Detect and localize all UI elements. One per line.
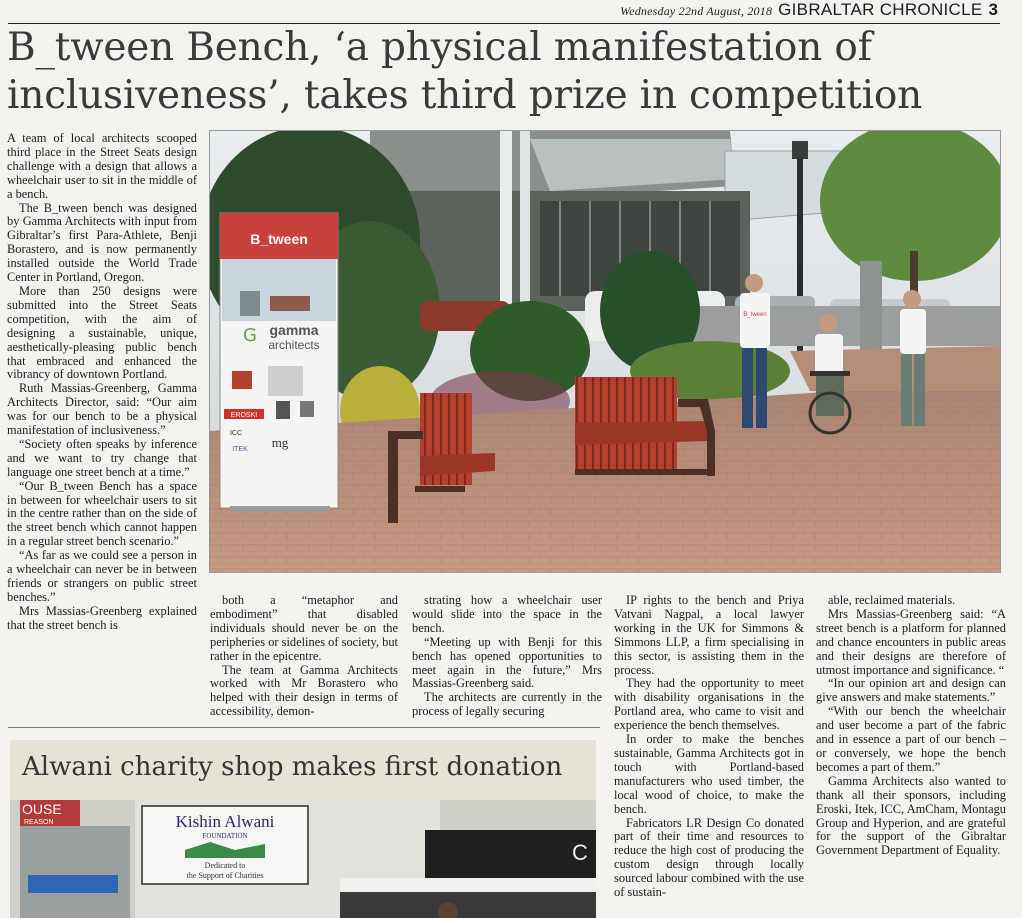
article-column-3 [412, 594, 602, 719]
article-paragraph: Ruth Massias-Greenberg, Gamma Architects Director, said: “Our aim was for our bench to be a physical manifestation of inclusiveness.” [7, 381, 197, 438]
secondary-headline: Alwani charity shop makes first donation [22, 752, 563, 782]
sponsor-eroski: EROSKI [230, 412, 258, 419]
issue-date: Wednesday 22nd August, 2018 [620, 4, 773, 18]
article-photo [209, 130, 1001, 573]
page-number: 3 [988, 0, 998, 19]
story-divider [8, 727, 600, 728]
article-paragraph: Mrs Massias-Greenberg explained that the street bench is [7, 603, 197, 632]
article-paragraph: both a “metaphor and embodiment” that disabled individuals should never be on the peripheries or sidelines of society, but rather in the epicentre. [210, 593, 398, 663]
article-paragraph: They had the opportunity to meet with disability organisations in the Portland area, who came to visit and experience the bench themselves. [614, 676, 804, 733]
masthead [0, 0, 1022, 22]
article-headline: B_tween Bench, ‘a physical manifestation of inclusiveness’, takes third prize in competition [7, 25, 923, 118]
article-paragraph: In order to make the benches sustainable, Gamma Architects got in touch with Portland-based manufacturers who used timber, the local wood of choice, to make the bench. [614, 732, 804, 816]
article-paragraph: Fabricators LR Design Co donated part of their time and resources to reduce the high cost of producing the custom design through locally sourced labour combined with the use of sustain- [614, 815, 804, 900]
banner-title: B_tween [250, 231, 308, 247]
article-paragraph: “Our B_tween Bench has a space in between for wheelchair users to sit in the centre rather than on the side of the street bench which cannot happen in a regular street bench scenario.” [7, 478, 197, 549]
article-paragraph: Mrs Massias-Greenberg said: “A street bench is a platform for planned and chance encounters in public areas and their designs are therefore of utmost importance and significance. “ [816, 606, 1006, 677]
shirt-text: B_tween [743, 312, 767, 318]
storefront-letter: C [572, 840, 588, 865]
article-column-1 [7, 132, 197, 633]
banner-brand-sub: architects [268, 338, 320, 352]
article-paragraph: “With our bench the wheelchair and user become a part of the fabric and in essence a part of our bench – or conversely, we hope the bench becomes a part of them.” [816, 704, 1006, 774]
sign-subtitle: FOUNDATION [202, 832, 248, 840]
sponsor-icc: ICC [229, 430, 243, 437]
gamma-logo-icon: G [243, 325, 257, 346]
article-paragraph: “Meeting up with Benji for this bench has opened opportunities to meet again in the future,” Mrs Massias-Greenberg said. [412, 634, 602, 691]
article-paragraph: The architects are currently in the process of legally securing [412, 690, 602, 719]
article-paragraph: able, reclaimed materials. [828, 593, 956, 607]
article-paragraph: The team at Gamma Architects worked with Mr Borastero who helped with their design in terms of accessibility, demon- [210, 662, 398, 719]
shop-sign-fragment: OUSE [22, 801, 62, 817]
secondary-photo [10, 800, 596, 918]
banner-brand: gamma [269, 322, 319, 338]
article-paragraph: More than 250 designs were submitted into the Street Seats competition, with the aim of designing a sustainable, unique, aesthetically-pleasing public bench that embraced and enhanced the vibrancy of downtown Portland. [7, 283, 197, 382]
article-paragraph: Gamma Architects also wanted to thank all their sponsors, including Eroski, Itek, ICC, AmCham, Montagu Group and Hyperion, and are grateful for the support of the Gibraltar Government Department of Equality. [816, 773, 1006, 858]
sign-tagline-2: the Support of Charities [186, 871, 264, 880]
article-paragraph: strating how a wheelchair user would slide into the space in the bench. [412, 593, 602, 635]
article-paragraph: The B_tween bench was designed by Gamma Architects with input from Gibraltar’s first Para-Athlete, Benji Borastero, and is now permanently installed outside the World Trade Center in Portland, Oregon. [7, 200, 197, 285]
secondary-story [10, 740, 596, 918]
article-paragraph: A team of local architects scooped third place in the Street Seats design challenge with a design that allows a wheelchair user to sit in the middle of a bench. [7, 131, 197, 201]
article-paragraph: “In our opinion art and design can give answers and make statements.” [816, 676, 1006, 705]
article-column-5 [816, 594, 1006, 858]
article-paragraph: “Society often speaks by inference and we want to try change that language one street bench at a time.” [7, 436, 197, 479]
sponsor-itek: ITEK [232, 446, 248, 453]
article-paragraph: “As far as we could see a person in a wheelchair can never be in between friends or strangers on public street benches.” [7, 548, 197, 604]
newspaper-name: GIBRALTAR CHRONICLE [778, 0, 983, 19]
article-column-4 [614, 594, 804, 900]
article-paragraph: IP rights to the bench and Priya Vatvani Nagpal, a local lawyer working in the UK for Simmons & Simmons LLP, a firm specialising in this sector, is assisting them in the process. [614, 593, 804, 677]
sign-tagline-1: Dedicated to [204, 861, 246, 870]
article-column-2 [210, 594, 398, 719]
shop-sign-sub: REASON [24, 819, 54, 826]
sponsor-mg: mg [271, 435, 289, 450]
sign-title: Kishin Alwani [175, 812, 275, 831]
